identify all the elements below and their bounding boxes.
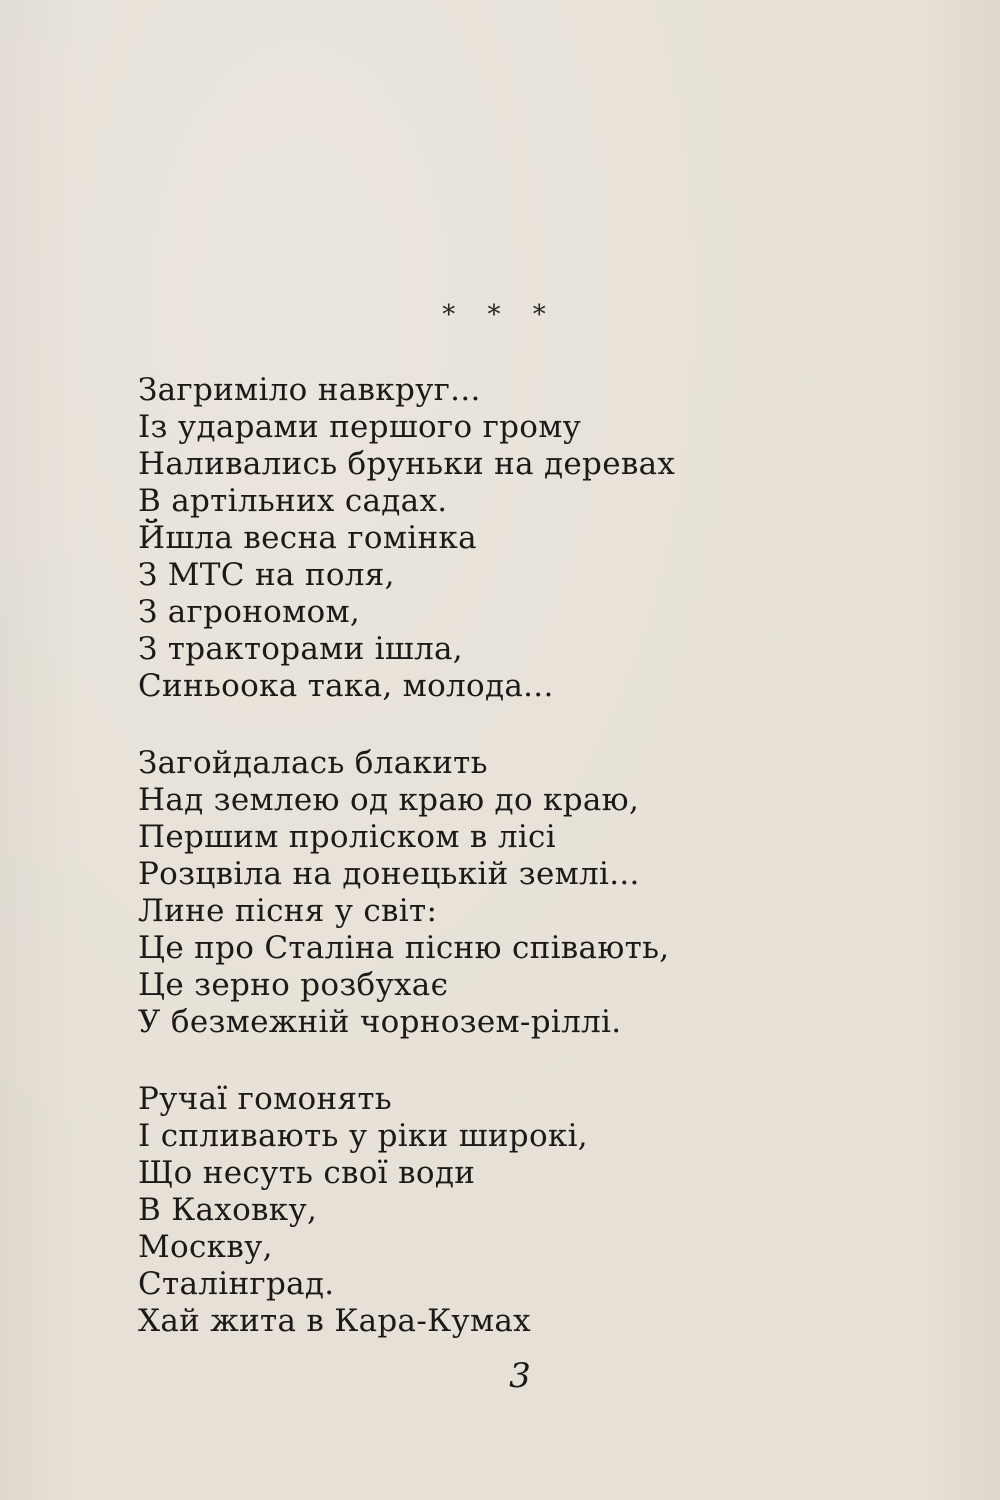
poem-line: Загойдалась блакить: [138, 745, 488, 781]
poem-line: В Каховку,: [138, 1192, 318, 1228]
poem-line: Наливались бруньки на деревах: [138, 446, 676, 482]
poem-line: Це про Сталіна пісню співають,: [138, 930, 670, 966]
poem-line: Сталінград.: [138, 1266, 335, 1302]
stanza-3: [138, 1081, 858, 1340]
stanza-2: [138, 745, 858, 1041]
poem-line: Розцвіла на донецькій землі...: [138, 856, 640, 892]
poem-line: Першим проліском в лісі: [138, 819, 556, 855]
stanza-separator: * * *: [442, 300, 558, 330]
poem-line: У безмежній чорнозем-ріллі.: [138, 1004, 622, 1040]
poem-line: З тракторами ішла,: [138, 631, 463, 667]
poem-line: Це зерно розбухає: [138, 967, 449, 1003]
poem-line: Хай жита в Кара-Кумах: [138, 1303, 531, 1339]
stanza-1: [138, 372, 858, 705]
poem-line: В артільних садах.: [138, 483, 448, 519]
poem-line: Загриміло навкруг...: [138, 372, 481, 408]
poem-line: З МТС на поля,: [138, 557, 395, 593]
poem-line: Москву,: [138, 1229, 273, 1265]
poem-line: Лине пісня у світ:: [138, 893, 438, 929]
poem-line: Йшла весна гомінка: [138, 520, 477, 556]
poem-body: [138, 372, 858, 1340]
poem-line: Над землею од краю до краю,: [138, 782, 640, 818]
poem-line: Синьоока така, молода...: [138, 668, 554, 704]
poem-line: Що несуть свої води: [138, 1155, 476, 1191]
poem-line: І спливають у ріки широкі,: [138, 1118, 588, 1154]
poem-line: З агрономом,: [138, 594, 361, 630]
poem-line: Ручаї гомонять: [138, 1081, 392, 1117]
poem-line: Із ударами першого грому: [138, 409, 582, 445]
page-number: 3: [509, 1356, 531, 1396]
